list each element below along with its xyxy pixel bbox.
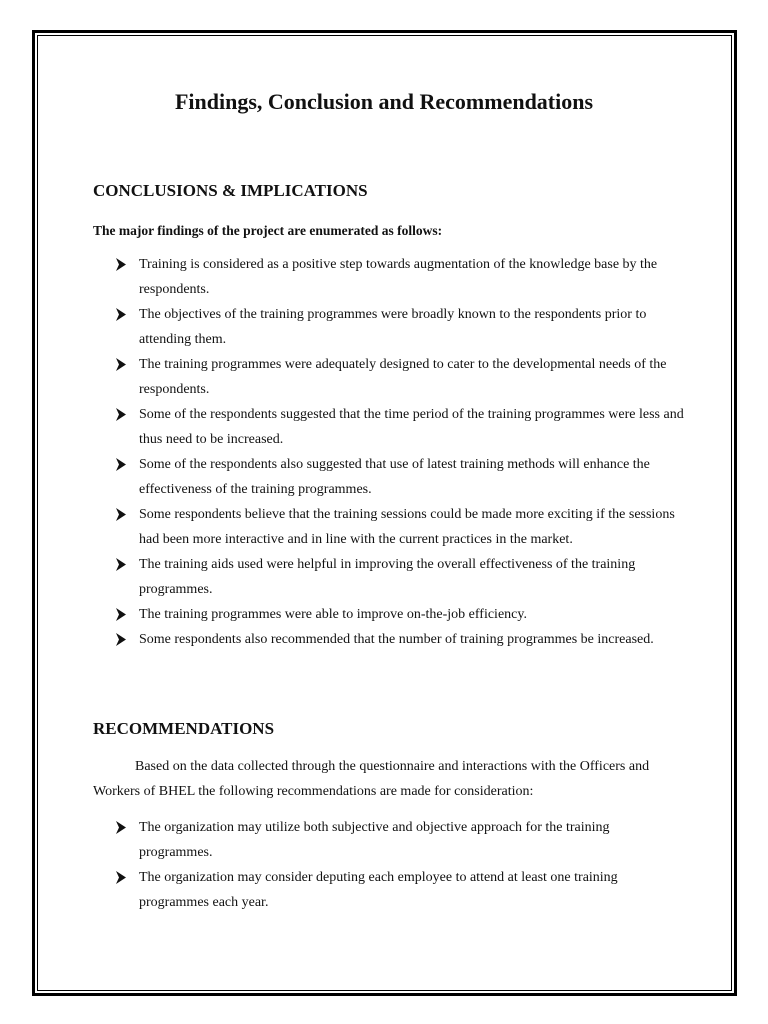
recommendations-list bbox=[115, 815, 685, 915]
list-item bbox=[115, 402, 685, 452]
conclusions-heading: CONCLUSIONS & IMPLICATIONS bbox=[93, 181, 368, 200]
arrowhead-bullet-icon bbox=[115, 552, 129, 577]
list-item bbox=[115, 552, 685, 602]
findings-list bbox=[115, 252, 685, 652]
list-item-text: The objectives of the training programmes were broadly known to the respondents prior to attending them. bbox=[139, 307, 647, 347]
list-item bbox=[115, 815, 685, 865]
arrowhead-bullet-icon bbox=[115, 815, 129, 840]
list-item bbox=[115, 865, 685, 915]
list-item-text: The training programmes were able to improve on-the-job efficiency. bbox=[139, 607, 527, 622]
list-item-text: Some of the respondents suggested that the time period of the training programmes were less and thus need to be increased. bbox=[139, 407, 684, 447]
page-title: Findings, Conclusion and Recommendations bbox=[174, 89, 594, 114]
list-item-text: The organization may utilize both subjective and objective approach for the training programmes. bbox=[139, 820, 610, 860]
arrowhead-bullet-icon bbox=[115, 352, 129, 377]
list-item bbox=[115, 602, 685, 627]
list-item-text: Some respondents believe that the training sessions could be made more exciting if the sessions had been more interactive and in line with the current practices in the market. bbox=[139, 507, 675, 547]
arrowhead-bullet-icon bbox=[115, 402, 129, 427]
list-item-text: The training programmes were adequately designed to cater to the developmental needs of the respondents. bbox=[139, 357, 667, 397]
arrowhead-bullet-icon bbox=[115, 302, 129, 327]
recommendations-intro-text: Based on the data collected through the questionnaire and interactions with the Officers and Workers of BHEL the following recommendations are made for consideration: bbox=[93, 759, 650, 799]
list-item-text: Some of the respondents also suggested that use of latest training methods will enhance the effectiveness of the training programmes. bbox=[139, 457, 650, 497]
list-item-text: The organization may consider deputing each employee to attend at least one training programmes each year. bbox=[139, 870, 618, 910]
list-item-text: Some respondents also recommended that the number of training programmes be increased. bbox=[139, 632, 654, 647]
arrowhead-bullet-icon bbox=[115, 252, 129, 277]
list-item bbox=[115, 502, 685, 552]
recommendations-intro bbox=[93, 754, 683, 804]
list-item bbox=[115, 627, 685, 652]
arrowhead-bullet-icon bbox=[115, 865, 129, 890]
arrowhead-bullet-icon bbox=[115, 452, 129, 477]
list-item bbox=[115, 252, 685, 302]
arrowhead-bullet-icon bbox=[115, 602, 129, 627]
list-item bbox=[115, 352, 685, 402]
recommendations-heading: RECOMMENDATIONS bbox=[93, 719, 275, 738]
list-item bbox=[115, 302, 685, 352]
arrowhead-bullet-icon bbox=[115, 502, 129, 527]
list-item-text: Training is considered as a positive step towards augmentation of the knowledge base by the respondents. bbox=[139, 257, 658, 297]
arrowhead-bullet-icon bbox=[115, 627, 129, 652]
list-item bbox=[115, 452, 685, 502]
conclusions-lead: The major findings of the project are enumerated as follows: bbox=[93, 223, 443, 238]
list-item-text: The training aids used were helpful in improving the overall effectiveness of the training programmes. bbox=[139, 557, 636, 597]
